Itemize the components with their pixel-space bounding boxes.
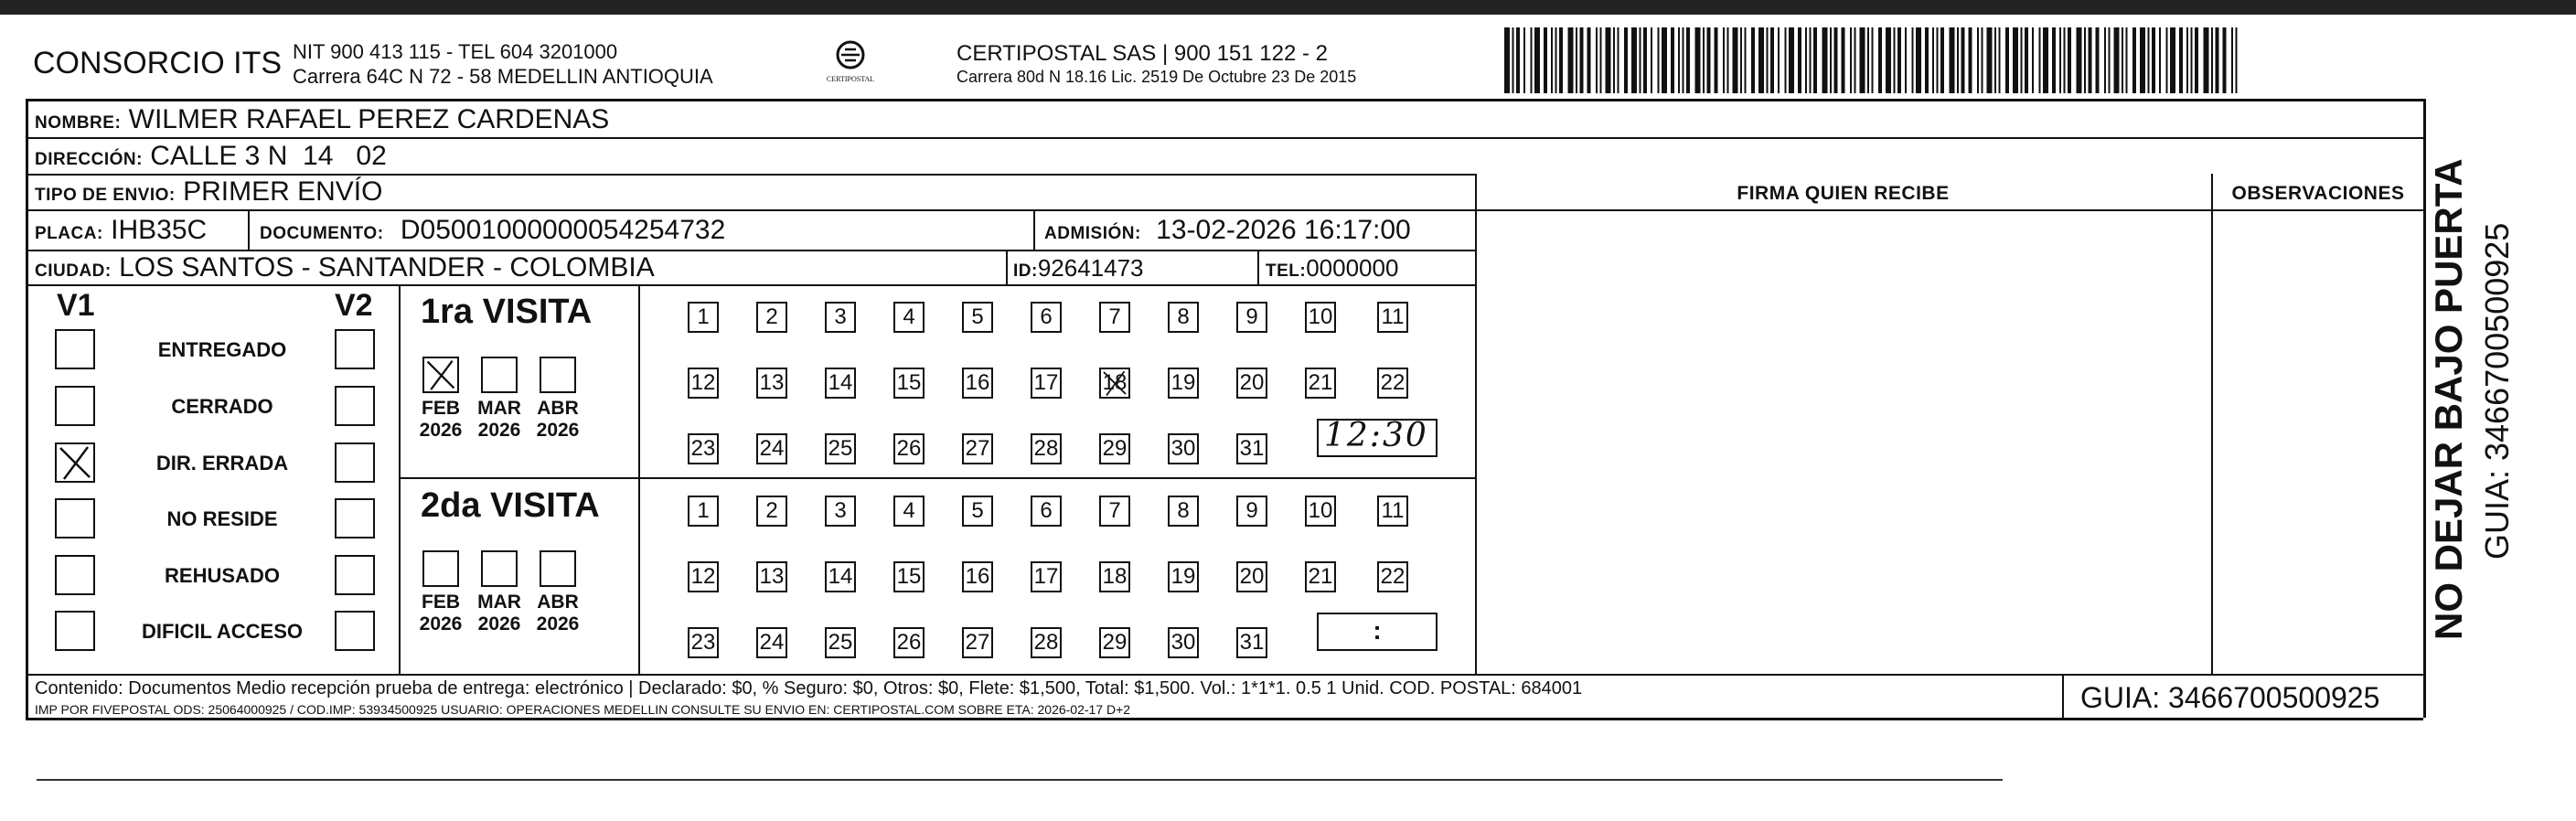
second-visit-day[interactable]: 19 — [1168, 561, 1199, 592]
first-visit-time-box[interactable] — [1317, 419, 1438, 457]
v1-checkbox[interactable] — [55, 498, 95, 538]
v2-label: V2 — [335, 288, 373, 323]
first-visit-day[interactable]: 6 — [1031, 302, 1062, 333]
first-visit-day[interactable]: 3 — [825, 302, 856, 333]
first-visit-day[interactable]: 8 — [1168, 302, 1199, 333]
second-visit-day[interactable]: 13 — [756, 561, 787, 592]
second-visit-month-checkbox[interactable] — [422, 550, 459, 587]
second-visit-day[interactable]: 6 — [1031, 496, 1062, 527]
first-visit-day[interactable]: 24 — [756, 433, 787, 464]
form-left-border — [26, 99, 28, 718]
second-visit-time-box[interactable] — [1317, 613, 1438, 651]
first-visit-day[interactable]: 20 — [1236, 368, 1267, 399]
direccion-value: CALLE 3 N 14 02 — [150, 141, 387, 171]
tel-label: TEL: — [1266, 261, 1307, 281]
first-visit-day[interactable]: 2 — [756, 302, 787, 333]
form-top-border — [26, 99, 2423, 101]
second-visit-month-checkbox[interactable] — [481, 550, 518, 587]
row-line-5 — [26, 284, 1475, 286]
second-visit-day[interactable]: 23 — [688, 627, 719, 658]
tel-cell — [1266, 252, 1398, 283]
v2-checkbox[interactable] — [335, 611, 375, 651]
status-option-label: DIR. ERRADA — [155, 452, 289, 474]
v1-checkbox[interactable] — [55, 386, 95, 426]
first-visit-day[interactable]: 26 — [893, 433, 925, 464]
second-visit-day[interactable]: 20 — [1236, 561, 1267, 592]
first-visit-day[interactable]: 4 — [893, 302, 925, 333]
first-visit-day[interactable]: 16 — [962, 368, 993, 399]
first-visit-day[interactable]: 12 — [688, 368, 719, 399]
first-visit-month-label: FEB 2026 — [419, 398, 463, 441]
second-visit-day[interactable]: 3 — [825, 496, 856, 527]
top-edge-band — [0, 0, 2576, 15]
direccion-label: DIRECCIÓN: — [35, 150, 143, 169]
ciudad-value: LOS SANTOS - SANTANDER - COLOMBIA — [119, 252, 655, 283]
logo-caption: CERTIPOSTAL — [826, 75, 875, 83]
barcode — [1504, 27, 2240, 93]
id-sep — [1006, 250, 1008, 284]
nombre-row — [35, 104, 609, 135]
first-visit-day[interactable]: 15 — [893, 368, 925, 399]
second-visit-day[interactable]: 4 — [893, 496, 925, 527]
second-visit-day[interactable]: 18 — [1099, 561, 1130, 592]
firma-header: FIRMA QUIEN RECIBE — [1737, 183, 1950, 204]
company-name: CONSORCIO ITS — [33, 46, 283, 80]
second-visit-day[interactable]: 29 — [1099, 627, 1130, 658]
first-visit-title: 1ra VISITA — [421, 293, 593, 331]
first-visit-day[interactable]: 22 — [1377, 368, 1408, 399]
placa-value: IHB35C — [111, 215, 208, 245]
carrier-name: CERTIPOSTAL SAS | 900 151 122 - 2 — [957, 41, 1328, 66]
visits-sep-horizontal — [399, 477, 1475, 479]
row-line-1 — [26, 137, 2423, 139]
documento-value: D05001000000054254732 — [400, 215, 726, 245]
first-visit-day[interactable]: 10 — [1305, 302, 1336, 333]
second-visit-day[interactable]: 28 — [1031, 627, 1062, 658]
observaciones-header: OBSERVACIONES — [2231, 183, 2405, 204]
v1-checkbox[interactable] — [55, 329, 95, 369]
side-warning: NO DEJAR BAJO PUERTA — [2427, 158, 2470, 640]
v2-checkbox[interactable] — [335, 386, 375, 426]
placa-sep — [248, 209, 250, 250]
second-visit-day[interactable]: 25 — [825, 627, 856, 658]
placa-label: PLACA: — [35, 224, 103, 243]
bottom-rule — [37, 779, 2003, 781]
footer-imp: IMP POR FIVEPOSTAL ODS: 25064000925 / COD.IMP: 53934500925 USUARIO: OPERACIONES MEDELLIN CONSULTE SU ENVIO EN: CERTIPOSTAL.COM SOBRE ETA: 2026-02-17 D+2 — [35, 702, 1131, 717]
documento-label: DOCUMENTO: — [260, 224, 384, 243]
second-visit-day[interactable]: 1 — [688, 496, 719, 527]
tel-sep — [1257, 250, 1259, 284]
footer-contenido: Contenido: Documentos Medio recepción prueba de entrega: electrónico | Declarado: $0, % Seguro: $0, Otros: $0, Flete: $1,500, Total: $1,500. Vol.: 1*1*1. 0.5 1 Unid. COD. POSTAL: 684001 — [35, 678, 1583, 698]
nombre-value: WILMER RAFAEL PEREZ CARDENAS — [128, 104, 610, 134]
id-cell — [1013, 252, 1144, 283]
status-option-label: CERRADO — [171, 395, 273, 418]
second-visit-day[interactable]: 16 — [962, 561, 993, 592]
documento-cell — [260, 215, 725, 246]
second-visit-day[interactable]: 8 — [1168, 496, 1199, 527]
second-visit-day[interactable]: 31 — [1236, 627, 1267, 658]
v2-checkbox[interactable] — [335, 329, 375, 369]
firma-signature-area[interactable] — [1477, 211, 2211, 674]
first-visit-day[interactable]: 31 — [1236, 433, 1267, 464]
id-value: 92641473 — [1037, 254, 1144, 282]
second-visit-day[interactable]: 5 — [962, 496, 993, 527]
second-visit-day[interactable]: 22 — [1377, 561, 1408, 592]
v2-checkbox[interactable] — [335, 555, 375, 595]
first-visit-day[interactable]: 19 — [1168, 368, 1199, 399]
second-visit-day[interactable]: 21 — [1305, 561, 1336, 592]
ciudad-label: CIUDAD: — [35, 261, 112, 281]
form-bottom-border — [26, 718, 2423, 720]
second-visit-month-checkbox[interactable] — [540, 550, 576, 587]
admision-sep — [1033, 209, 1035, 250]
second-visit-month-label: FEB 2026 — [419, 592, 463, 634]
second-visit-day[interactable]: 9 — [1236, 496, 1267, 527]
second-visit-day[interactable]: 15 — [893, 561, 925, 592]
first-visit-day[interactable]: 30 — [1168, 433, 1199, 464]
first-visit-month-checkbox[interactable] — [540, 357, 576, 393]
first-visit-day[interactable]: 5 — [962, 302, 993, 333]
form-right-border — [2423, 99, 2426, 718]
ciudad-cell — [35, 252, 655, 283]
second-visit-day[interactable]: 30 — [1168, 627, 1199, 658]
first-visit-month-label: ABR 2026 — [536, 398, 580, 441]
first-visit-day[interactable]: 14 — [825, 368, 856, 399]
tel-value: 0000000 — [1306, 254, 1399, 282]
tipo-value: PRIMER ENVÍO — [183, 176, 383, 207]
admision-cell — [1044, 215, 1411, 246]
status-option-label: ENTREGADO — [157, 338, 287, 361]
first-visit-time: 12:30 — [1324, 417, 1428, 454]
second-visit-title: 2da VISITA — [421, 486, 600, 525]
footer-guia: GUIA: 3466700500925 — [2080, 681, 2380, 714]
company-nit: NIT 900 413 115 - TEL 604 3201000 — [293, 40, 618, 63]
first-visit-month-label: MAR 2026 — [477, 398, 521, 441]
second-visit-day[interactable]: 7 — [1099, 496, 1130, 527]
second-visit-day[interactable]: 14 — [825, 561, 856, 592]
v2-checkbox[interactable] — [335, 498, 375, 538]
first-visit-day[interactable]: 7 — [1099, 302, 1130, 333]
first-visit-day[interactable]: 9 — [1236, 302, 1267, 333]
v1-checkbox-checked[interactable] — [55, 442, 95, 483]
second-visit-day[interactable]: 2 — [756, 496, 787, 527]
first-visit-day[interactable]: 25 — [825, 433, 856, 464]
first-visit-day[interactable]: 27 — [962, 433, 993, 464]
first-visit-month-checkbox[interactable] — [481, 357, 518, 393]
v1-label: V1 — [57, 288, 95, 323]
side-guia: GUIA: 3466700500925 — [2478, 222, 2516, 560]
second-visit-day[interactable]: 26 — [893, 627, 925, 658]
first-visit-day[interactable]: 29 — [1099, 433, 1130, 464]
first-visit-day[interactable]: 17 — [1031, 368, 1062, 399]
first-visit-day[interactable]: 23 — [688, 433, 719, 464]
second-visit-day[interactable]: 11 — [1377, 496, 1408, 527]
status-option-label: REHUSADO — [165, 564, 280, 587]
first-visit-day[interactable]: 13 — [756, 368, 787, 399]
carrier-address: Carrera 80d N 18.16 Lic. 2519 De Octubre 23 De 2015 — [957, 68, 1357, 86]
second-visit-month-label: ABR 2026 — [536, 592, 580, 634]
status-option-label: NO RESIDE — [166, 507, 278, 530]
tipo-row — [35, 176, 382, 208]
first-visit-day[interactable]: 11 — [1377, 302, 1408, 333]
second-visit-time: : — [1373, 616, 1382, 645]
status-option-label: DIFICIL ACCESO — [141, 620, 303, 643]
first-visit-day[interactable]: 28 — [1031, 433, 1062, 464]
certipostal-logo — [823, 37, 878, 91]
second-visit-day[interactable]: 17 — [1031, 561, 1062, 592]
first-visit-day-checked[interactable]: 18 — [1099, 368, 1130, 399]
second-visit-day[interactable]: 27 — [962, 627, 993, 658]
v1-checkbox[interactable] — [55, 555, 95, 595]
nombre-label: NOMBRE: — [35, 113, 122, 133]
first-visit-day[interactable]: 1 — [688, 302, 719, 333]
footer-guia-sep — [2062, 674, 2064, 718]
observaciones-area[interactable] — [2213, 211, 2423, 674]
second-visit-day[interactable]: 12 — [688, 561, 719, 592]
placa-cell — [35, 215, 207, 246]
first-visit-month-checkbox-checked[interactable] — [422, 357, 459, 393]
v2-checkbox[interactable] — [335, 442, 375, 483]
admision-label: ADMISIÓN: — [1044, 224, 1141, 243]
v1-checkbox[interactable] — [55, 611, 95, 651]
visits-sep-left — [399, 284, 401, 674]
second-visit-day[interactable]: 10 — [1305, 496, 1336, 527]
company-address: Carrera 64C N 72 - 58 MEDELLIN ANTIOQUIA — [293, 65, 713, 88]
second-visit-month-label: MAR 2026 — [477, 592, 521, 634]
visits-sep-mid — [638, 284, 640, 674]
row-line-2 — [26, 174, 1475, 176]
id-label: ID: — [1013, 261, 1038, 281]
first-visit-day[interactable]: 21 — [1305, 368, 1336, 399]
direccion-row — [35, 141, 387, 172]
second-visit-day[interactable]: 24 — [756, 627, 787, 658]
admision-value: 13-02-2026 16:17:00 — [1156, 215, 1411, 245]
tipo-label: TIPO DE ENVIO: — [35, 186, 176, 205]
